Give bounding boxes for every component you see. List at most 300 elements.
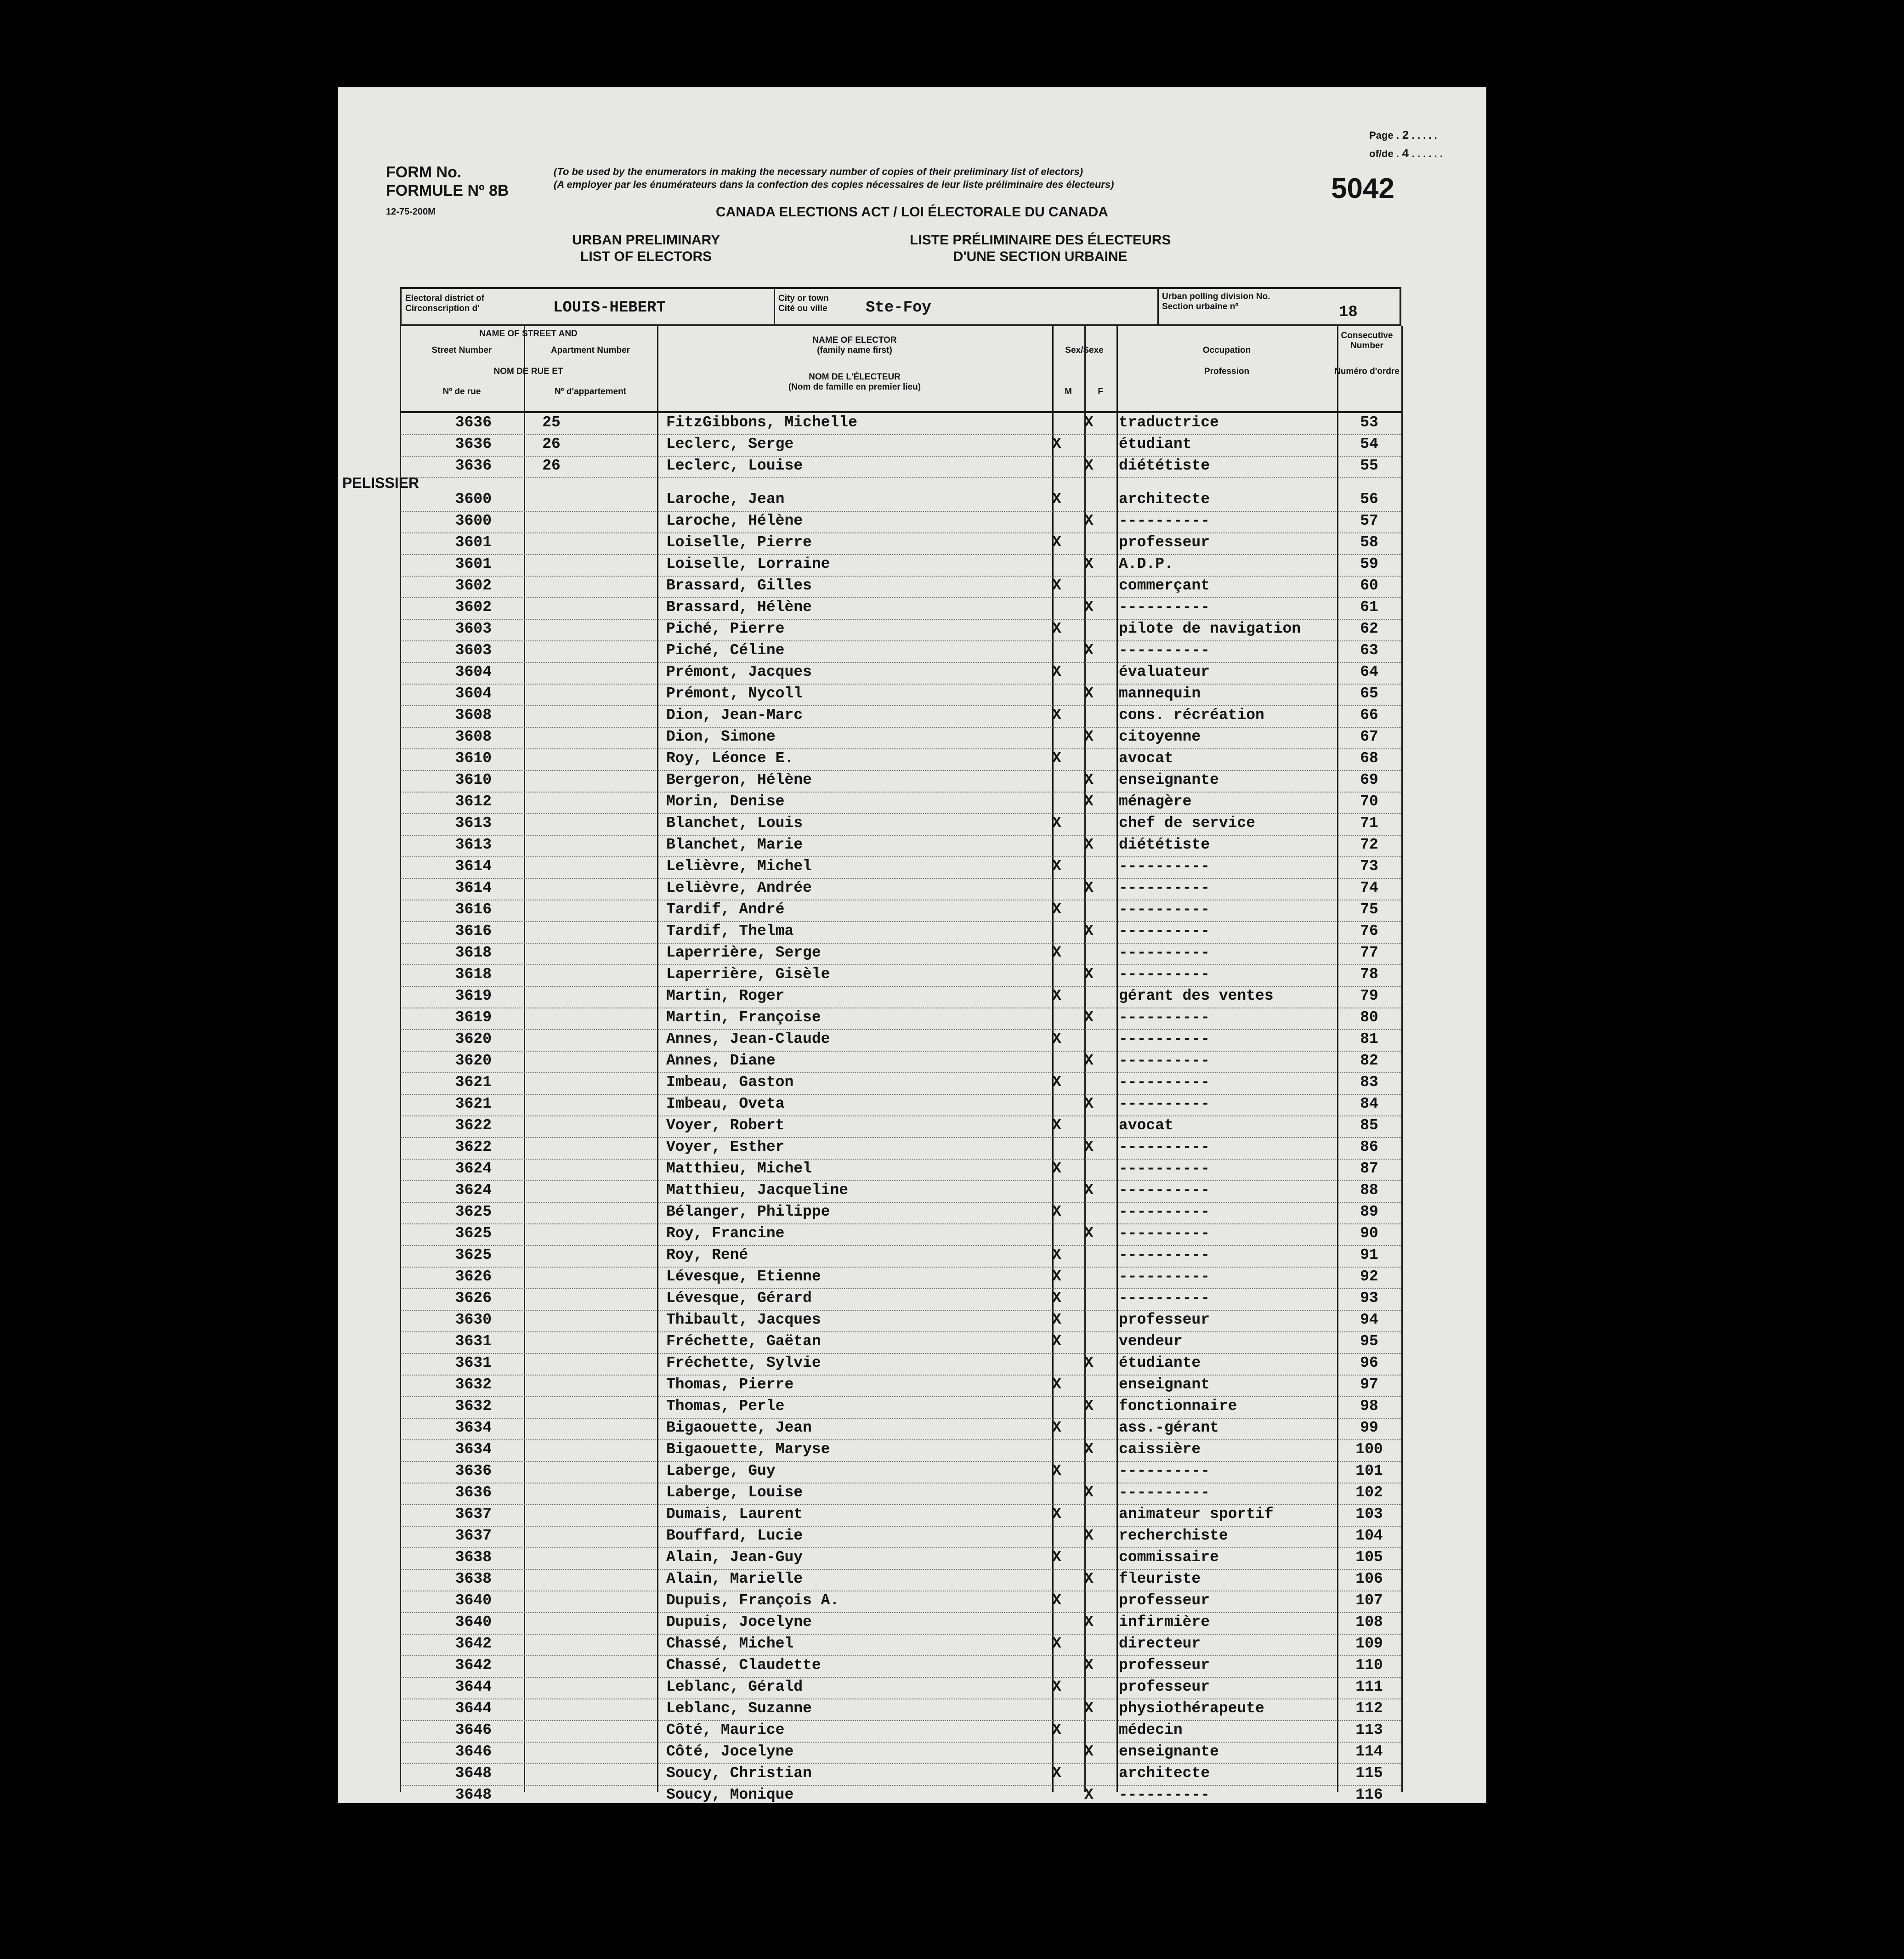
elector-name: Thomas, Perle xyxy=(666,1397,785,1415)
sex-m-mark: X xyxy=(1052,857,1061,875)
occupation: ---------- xyxy=(1119,1095,1210,1112)
street-number: 3640 xyxy=(455,1591,492,1609)
table-row xyxy=(400,489,1401,512)
occupation: recherchiste xyxy=(1119,1527,1228,1544)
elector-name: Chassé, Michel xyxy=(666,1635,794,1652)
consecutive-number: 107 xyxy=(1355,1591,1383,1609)
table-row xyxy=(400,1504,1401,1527)
table-row xyxy=(400,1094,1401,1116)
occupation: ---------- xyxy=(1119,1160,1210,1177)
street-number: 3625 xyxy=(455,1224,492,1242)
street-number: 3637 xyxy=(455,1527,492,1544)
consecutive-number: 112 xyxy=(1355,1699,1383,1717)
table-row xyxy=(400,792,1401,814)
table-row xyxy=(400,1180,1401,1203)
city-value: Ste-Foy xyxy=(866,299,931,317)
page-total: 4 xyxy=(1402,147,1409,161)
elector-name: Annes, Jean-Claude xyxy=(666,1030,830,1047)
sex-f-mark: X xyxy=(1084,598,1094,616)
title-fr: LISTE PRÉLIMINAIRE DES ÉLECTEURS D'UNE SECTION URBAINE xyxy=(910,232,1171,264)
elector-name: Tardif, André xyxy=(666,900,785,918)
sex-f-mark: X xyxy=(1084,771,1094,788)
page-number: 2 xyxy=(1402,129,1409,142)
occupation: citoyenne xyxy=(1119,728,1201,745)
sex-m-mark: X xyxy=(1052,1030,1061,1047)
street-number: 3636 xyxy=(455,1483,492,1501)
elector-name: Dion, Jean-Marc xyxy=(666,706,803,724)
sex-f-mark: X xyxy=(1084,1354,1094,1371)
consecutive-number: 53 xyxy=(1360,414,1378,431)
table-row xyxy=(400,1612,1401,1635)
sex-f-mark: X xyxy=(1084,1008,1094,1026)
consecutive-number: 99 xyxy=(1360,1419,1378,1436)
table-row xyxy=(400,532,1401,555)
division-label: Urban polling division No. Section urbaine nº xyxy=(1162,292,1270,311)
street-number: 3601 xyxy=(455,555,492,572)
street-number: 3634 xyxy=(455,1440,492,1458)
profession-header: Profession xyxy=(1204,367,1250,376)
elector-name: Piché, Pierre xyxy=(666,620,785,637)
occupation: fonctionnaire xyxy=(1119,1397,1237,1415)
street-number: 3602 xyxy=(455,577,492,594)
occupation: ---------- xyxy=(1119,1786,1210,1803)
form-sheet xyxy=(338,87,1486,1803)
street-number: 3636 xyxy=(455,436,492,453)
sex-m-mark: X xyxy=(1052,1419,1061,1436)
elector-name: Morin, Denise xyxy=(666,793,785,810)
district-label: Electoral district of Circonscription d' xyxy=(405,294,485,313)
consecutive-number: 77 xyxy=(1360,944,1378,961)
street-number: 3624 xyxy=(455,1160,492,1177)
sex-f-mark: X xyxy=(1084,1224,1094,1242)
sex-m-mark: X xyxy=(1052,1268,1061,1285)
street-number: 3637 xyxy=(455,1505,492,1523)
elector-name: Alain, Marielle xyxy=(666,1570,803,1587)
act-title: CANADA ELECTIONS ACT / LOI ÉLECTORALE DU CANADA xyxy=(716,204,1108,220)
street-number: 3640 xyxy=(455,1613,492,1631)
consecutive-number: 109 xyxy=(1355,1635,1383,1652)
occupation: ---------- xyxy=(1119,900,1210,918)
occupation: animateur sportif xyxy=(1119,1505,1274,1523)
elector-name: Chassé, Claudette xyxy=(666,1656,821,1674)
consecutive-number: 80 xyxy=(1360,1008,1378,1026)
divider xyxy=(1157,289,1159,324)
table-row xyxy=(400,554,1401,577)
division-value: 18 xyxy=(1339,304,1358,321)
consecutive-number: 110 xyxy=(1355,1656,1383,1674)
consecutive-number: 67 xyxy=(1360,728,1378,745)
street-number: 3632 xyxy=(455,1397,492,1415)
sex-f-mark: X xyxy=(1084,1656,1094,1674)
elector-name: Dupuis, François A. xyxy=(666,1591,839,1609)
sex-m-mark: X xyxy=(1052,1332,1061,1350)
consecutive-number: 90 xyxy=(1360,1224,1378,1242)
form-date-code: 12-75-200M xyxy=(386,207,436,217)
consecutive-number: 82 xyxy=(1360,1052,1378,1069)
consecutive-number: 91 xyxy=(1360,1246,1378,1263)
occupation: ---------- xyxy=(1119,1462,1210,1479)
street-number: 3603 xyxy=(455,620,492,637)
street-number: 3646 xyxy=(455,1721,492,1738)
occupation: enseignant xyxy=(1119,1376,1210,1393)
elector-name: Tardif, Thelma xyxy=(666,922,794,940)
street-number: 3624 xyxy=(455,1181,492,1199)
occupation: ---------- xyxy=(1119,1181,1210,1199)
table-row xyxy=(400,684,1401,706)
occupation: infirmière xyxy=(1119,1613,1210,1631)
occupation: ---------- xyxy=(1119,1246,1210,1263)
elector-name: Piché, Céline xyxy=(666,641,785,659)
consecutive-number: 84 xyxy=(1360,1095,1378,1112)
occupation: ---------- xyxy=(1119,1268,1210,1285)
sex-m-mark: X xyxy=(1052,1376,1061,1393)
consecutive-number: 83 xyxy=(1360,1073,1378,1091)
consecutive-number: 102 xyxy=(1355,1483,1383,1501)
street-number: 3621 xyxy=(455,1095,492,1112)
street-number: 3638 xyxy=(455,1548,492,1566)
table-row xyxy=(400,1785,1401,1803)
sex-f-mark: X xyxy=(1084,965,1094,983)
consecutive-number: 105 xyxy=(1355,1548,1383,1566)
occupation: chef de service xyxy=(1119,814,1256,832)
occupation: évaluateur xyxy=(1119,663,1210,680)
consecutive-number: 62 xyxy=(1360,620,1378,637)
street-number: 3644 xyxy=(455,1699,492,1717)
table-row xyxy=(400,1526,1401,1548)
table-row xyxy=(400,986,1401,1008)
consecutive-number: 114 xyxy=(1355,1743,1383,1760)
elector-name: Roy, Francine xyxy=(666,1224,785,1242)
street-number: 3642 xyxy=(455,1635,492,1652)
table-row xyxy=(400,748,1401,771)
consecutive-number: 94 xyxy=(1360,1311,1378,1328)
sex-m-mark: X xyxy=(1052,490,1061,508)
table-row xyxy=(400,1288,1401,1311)
street-number: 3646 xyxy=(455,1743,492,1760)
sex-f-mark: X xyxy=(1084,512,1094,529)
sex-f-mark: X xyxy=(1084,1138,1094,1155)
occupation: professeur xyxy=(1119,533,1210,551)
consecutive-number: 56 xyxy=(1360,490,1378,508)
occupation: ---------- xyxy=(1119,1073,1210,1091)
table-row xyxy=(400,900,1401,922)
consecutive-number: 65 xyxy=(1360,685,1378,702)
table-row xyxy=(400,1699,1401,1721)
occupation: diététiste xyxy=(1119,457,1210,474)
elector-name: Prémont, Jacques xyxy=(666,663,812,680)
elector-name: Imbeau, Oveta xyxy=(666,1095,785,1112)
sex-m-mark: X xyxy=(1052,1678,1061,1695)
consecutive-number: 111 xyxy=(1355,1678,1383,1695)
street-number: 3618 xyxy=(455,944,492,961)
table-row xyxy=(400,1439,1401,1462)
city-label: City or town Cité ou ville xyxy=(778,294,829,313)
street-number: 3626 xyxy=(455,1268,492,1285)
occupation: ass.-gérant xyxy=(1119,1419,1219,1436)
sex-m-mark: X xyxy=(1052,1721,1061,1738)
sex-f-mark: X xyxy=(1084,728,1094,745)
table-row xyxy=(400,1483,1401,1505)
table-row xyxy=(400,1375,1401,1397)
sex-m-mark: X xyxy=(1052,1246,1061,1263)
consecutive-number: 55 xyxy=(1360,457,1378,474)
table-row xyxy=(400,1655,1401,1678)
occupation: avocat xyxy=(1119,1116,1173,1134)
street-number: 3636 xyxy=(455,1462,492,1479)
sex-m-mark: X xyxy=(1052,1548,1061,1566)
consecutive-number: 72 xyxy=(1360,836,1378,853)
page-info: Page . 2 . . . . . of/de . 4 . . . . . . xyxy=(1369,129,1443,161)
consecutive-number: 71 xyxy=(1360,814,1378,832)
consecutive-number: 69 xyxy=(1360,771,1378,788)
sex-f-mark: X xyxy=(1084,1052,1094,1069)
elector-name: Dion, Simone xyxy=(666,728,776,745)
occupation: ---------- xyxy=(1119,1483,1210,1501)
occupation: étudiant xyxy=(1119,436,1192,453)
occupation: ---------- xyxy=(1119,1289,1210,1307)
table-row xyxy=(400,878,1401,900)
elector-name: Bouffard, Lucie xyxy=(666,1527,803,1544)
occupation: mannequin xyxy=(1119,685,1201,702)
street-number: 3631 xyxy=(455,1332,492,1350)
occupation: ---------- xyxy=(1119,1030,1210,1047)
sex-f-mark: X xyxy=(1084,641,1094,659)
occupation: cons. récréation xyxy=(1119,706,1264,724)
street-header-en: NAME OF STREET AND xyxy=(479,329,578,339)
street-number: 3600 xyxy=(455,490,492,508)
apt-number-header: Apartment Number xyxy=(550,345,630,355)
consecutive-number: 106 xyxy=(1355,1570,1383,1587)
consecutive-number: 108 xyxy=(1355,1613,1383,1631)
occupation: ---------- xyxy=(1119,1203,1210,1220)
column-headers xyxy=(400,326,1401,413)
occupation: médecin xyxy=(1119,1721,1183,1738)
table-row xyxy=(400,413,1401,435)
table-row xyxy=(400,813,1401,836)
elector-name: Soucy, Christian xyxy=(666,1764,812,1782)
elector-name: Dumais, Laurent xyxy=(666,1505,803,1523)
sex-m-mark: X xyxy=(1052,1635,1061,1652)
district-bar xyxy=(400,287,1401,326)
consecutive-number: 68 xyxy=(1360,749,1378,767)
occupation: professeur xyxy=(1119,1591,1210,1609)
elector-name: Bélanger, Philippe xyxy=(666,1203,830,1220)
occupation: enseignante xyxy=(1119,1743,1219,1760)
sex-m-mark: X xyxy=(1052,577,1061,594)
table-row xyxy=(400,1245,1401,1268)
occupation: ---------- xyxy=(1119,512,1210,529)
table-row xyxy=(400,1677,1401,1699)
sex-m-mark: X xyxy=(1052,1462,1061,1479)
elector-name: Matthieu, Michel xyxy=(666,1160,812,1177)
table-row xyxy=(400,1159,1401,1181)
consecutive-number: 81 xyxy=(1360,1030,1378,1047)
occupation: étudiante xyxy=(1119,1354,1201,1371)
consecutive-number: 61 xyxy=(1360,598,1378,616)
table-row xyxy=(400,1137,1401,1160)
elector-name: Fréchette, Sylvie xyxy=(666,1354,821,1371)
occupation: pilote de navigation xyxy=(1119,620,1301,637)
table-row xyxy=(400,619,1401,641)
apt-no-fr-header: Nº d'appartement xyxy=(554,387,627,396)
sex-f-mark: X xyxy=(1084,555,1094,572)
street-number: 3632 xyxy=(455,1376,492,1393)
sex-m-mark: X xyxy=(1052,533,1061,551)
elector-name: Thomas, Pierre xyxy=(666,1376,794,1393)
elector-name: Roy, René xyxy=(666,1246,748,1263)
occupation: ---------- xyxy=(1119,1138,1210,1155)
elector-name: Loiselle, Lorraine xyxy=(666,555,830,572)
street-number: 3622 xyxy=(455,1138,492,1155)
street-number: 3616 xyxy=(455,900,492,918)
consecutive-header-fr: Numéro d'ordre xyxy=(1334,367,1400,376)
sex-f-mark: X xyxy=(1084,1570,1094,1587)
elector-name: Leclerc, Louise xyxy=(666,457,803,474)
occupation: enseignante xyxy=(1119,771,1219,788)
elector-name: Laroche, Hélène xyxy=(666,512,803,529)
street-no-fr-header: Nº de rue xyxy=(442,387,481,396)
elector-name: Blanchet, Marie xyxy=(666,836,803,853)
sex-m-mark: X xyxy=(1052,1160,1061,1177)
occupation: architecte xyxy=(1119,1764,1210,1782)
sex-m-mark: X xyxy=(1052,1591,1061,1609)
elector-name: Leblanc, Gérald xyxy=(666,1678,803,1695)
consecutive-number: 54 xyxy=(1360,436,1378,453)
sex-header: Sex/Sexe xyxy=(1065,345,1104,355)
elector-name: Laroche, Jean xyxy=(666,490,785,508)
elector-name: FitzGibbons, Michelle xyxy=(666,414,857,431)
consecutive-number: 58 xyxy=(1360,533,1378,551)
elector-name: Brassard, Gilles xyxy=(666,577,812,594)
table-row xyxy=(400,1051,1401,1073)
elector-name: Matthieu, Jacqueline xyxy=(666,1181,849,1199)
occupation: commissaire xyxy=(1119,1548,1219,1566)
table-row xyxy=(400,1029,1401,1052)
consecutive-number: 74 xyxy=(1360,879,1378,896)
street-number: 3608 xyxy=(455,706,492,724)
street-number: 3601 xyxy=(455,533,492,551)
table-row xyxy=(400,964,1401,987)
elector-name: Leblanc, Suzanne xyxy=(666,1699,812,1717)
occupation: vendeur xyxy=(1119,1332,1183,1350)
occupation: physiothérapeute xyxy=(1119,1699,1264,1717)
consecutive-number: 89 xyxy=(1360,1203,1378,1220)
table-row xyxy=(400,1396,1401,1419)
sex-f-mark: X xyxy=(1084,1440,1094,1458)
consecutive-number: 101 xyxy=(1355,1462,1383,1479)
street-number: 3613 xyxy=(455,836,492,853)
table-row xyxy=(400,921,1401,944)
street-number: 3603 xyxy=(455,641,492,659)
sex-m-mark: X xyxy=(1052,1311,1061,1328)
table-row xyxy=(400,576,1401,598)
consecutive-number: 88 xyxy=(1360,1181,1378,1199)
sex-m-mark: X xyxy=(1052,1203,1061,1220)
table-row xyxy=(400,456,1401,478)
street-number: 3619 xyxy=(455,987,492,1004)
occupation: professeur xyxy=(1119,1311,1210,1328)
street-number: 3644 xyxy=(455,1678,492,1695)
consecutive-number: 78 xyxy=(1360,965,1378,983)
street-number: 3608 xyxy=(455,728,492,745)
elector-name: Voyer, Esther xyxy=(666,1138,785,1155)
elector-name: Laberge, Guy xyxy=(666,1462,776,1479)
street-number: 3636 xyxy=(455,457,492,474)
table-row xyxy=(400,511,1401,533)
sex-m-mark: X xyxy=(1052,749,1061,767)
apartment-number: 25 xyxy=(542,414,561,431)
sex-f-mark: X xyxy=(1084,1527,1094,1544)
street-number: 3614 xyxy=(455,879,492,896)
consecutive-number: 103 xyxy=(1355,1505,1383,1523)
table-row xyxy=(400,1072,1401,1095)
elector-name: Lévesque, Etienne xyxy=(666,1268,821,1285)
elector-name: Alain, Jean-Guy xyxy=(666,1548,803,1566)
elector-name: Lévesque, Gérard xyxy=(666,1289,812,1307)
occupation: diététiste xyxy=(1119,836,1210,853)
occupation: ---------- xyxy=(1119,598,1210,616)
form-number: FORM No. FORMULE Nº 8B xyxy=(386,164,509,199)
consecutive-number: 59 xyxy=(1360,555,1378,572)
consecutive-number: 70 xyxy=(1360,793,1378,810)
district-value: LOUIS-HEBERT xyxy=(553,299,666,317)
sex-f-mark: X xyxy=(1084,1699,1094,1717)
consecutive-number: 96 xyxy=(1360,1354,1378,1371)
street-number: 3612 xyxy=(455,793,492,810)
sex-f-mark: X xyxy=(1084,1613,1094,1631)
table-row xyxy=(400,1547,1401,1570)
elector-name: Brassard, Hélène xyxy=(666,598,812,616)
occupation: gérant des ventes xyxy=(1119,987,1274,1004)
consecutive-number: 86 xyxy=(1360,1138,1378,1155)
street-number: 3625 xyxy=(455,1203,492,1220)
elector-name: Loiselle, Pierre xyxy=(666,533,812,551)
street-number: 3616 xyxy=(455,922,492,940)
sex-m-mark: X xyxy=(1052,1073,1061,1091)
elector-name: Fréchette, Gaëtan xyxy=(666,1332,821,1350)
elector-name: Côté, Jocelyne xyxy=(666,1743,794,1760)
street-number: 3618 xyxy=(455,965,492,983)
sex-f-mark: X xyxy=(1084,922,1094,940)
table-row xyxy=(400,597,1401,620)
occupation: ---------- xyxy=(1119,965,1210,983)
table-row xyxy=(400,1353,1401,1376)
street-number: 3622 xyxy=(455,1116,492,1134)
street-number: 3604 xyxy=(455,663,492,680)
occupation: fleuriste xyxy=(1119,1570,1201,1587)
divider xyxy=(774,289,775,324)
consecutive-number: 113 xyxy=(1355,1721,1383,1738)
consecutive-number: 95 xyxy=(1360,1332,1378,1350)
street-number: 3636 xyxy=(455,414,492,431)
table-row xyxy=(400,1008,1401,1030)
sex-m-mark: X xyxy=(1052,1116,1061,1134)
occupation-header: Occupation xyxy=(1202,345,1251,355)
street-number: 3614 xyxy=(455,857,492,875)
sex-m-mark: X xyxy=(1052,987,1061,1004)
street-number: 3648 xyxy=(455,1764,492,1782)
street-number: 3613 xyxy=(455,814,492,832)
table-row xyxy=(400,1267,1401,1289)
sex-m-mark: X xyxy=(1052,706,1061,724)
consecutive-header-en: Consecutive Number xyxy=(1341,331,1393,351)
table-row xyxy=(400,640,1401,663)
table-row xyxy=(400,1742,1401,1764)
sex-f-mark: X xyxy=(1084,793,1094,810)
street-number: 3634 xyxy=(455,1419,492,1436)
consecutive-number: 116 xyxy=(1355,1786,1383,1803)
title-en: URBAN PRELIMINARY LIST OF ELECTORS xyxy=(572,232,720,264)
